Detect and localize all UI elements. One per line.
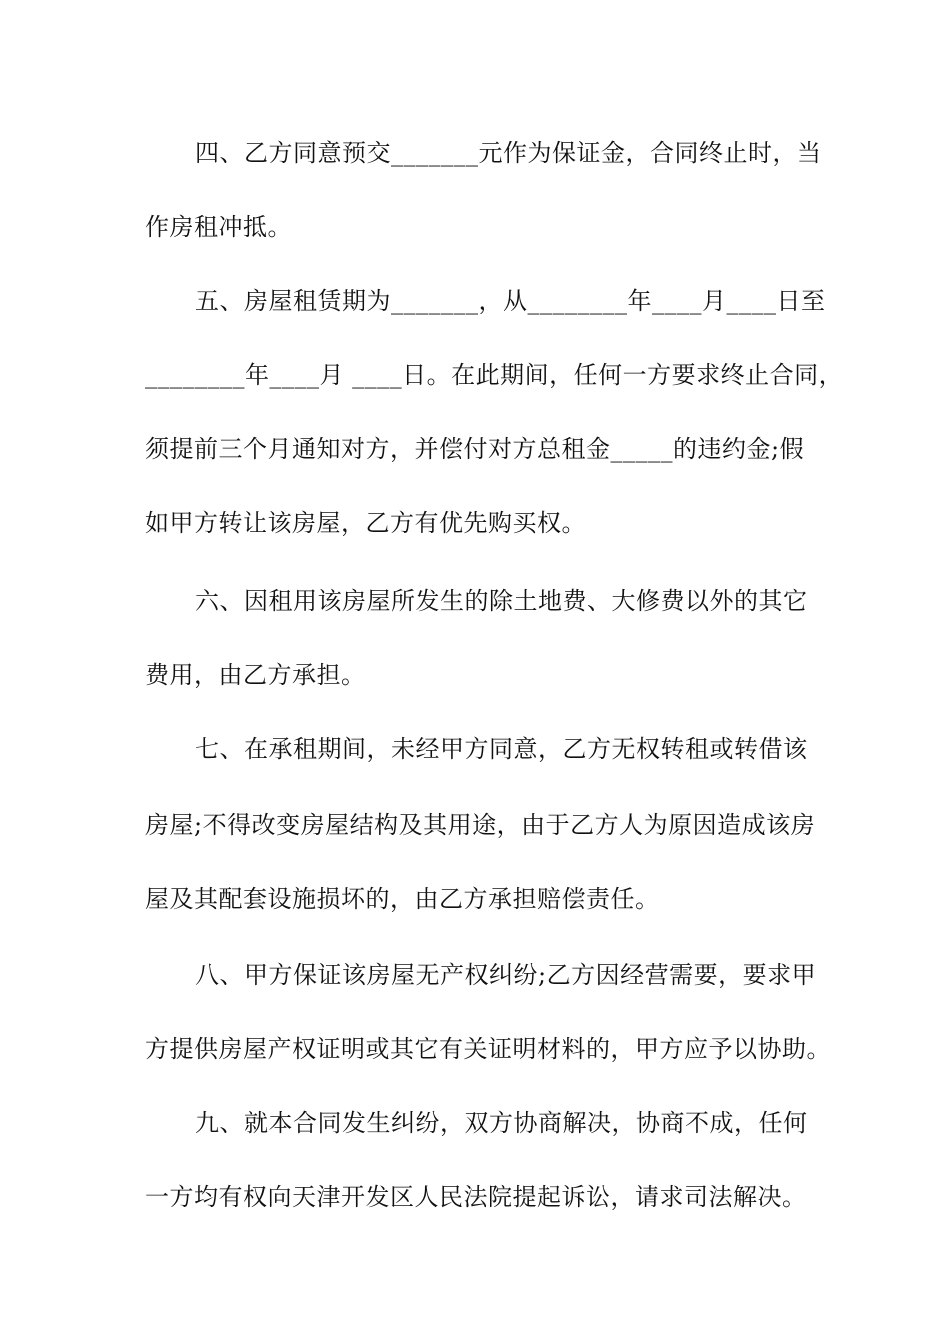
clause-5-line-2: ________年____月 ____日。在此期间，任何一方要求终止合同， (145, 361, 844, 389)
clause-9-line-1: 九、就本合同发生纠纷，双方协商解决，协商不成，任何 (195, 1109, 808, 1137)
clause-7-line-3: 屋及其配套设施损坏的，由乙方承担赔偿责任。 (145, 885, 660, 913)
clause-7-line-2: 房屋;不得改变房屋结构及其用途，由于乙方人为原因造成该房 (145, 811, 816, 839)
clause-5-line-4: 如甲方转让该房屋，乙方有优先购买权。 (145, 509, 586, 537)
clause-4-line-1: 四、乙方同意预交_______元作为保证金，合同终止时，当 (195, 139, 822, 167)
clause-4-line-2: 作房租冲抵。 (145, 213, 292, 241)
clause-8-line-2: 方提供房屋产权证明或其它有关证明材料的，甲方应予以协助。 (145, 1035, 831, 1063)
clause-5-line-1: 五、房屋租赁期为_______，从________年____月____日至 (195, 287, 826, 315)
clause-6-line-2: 费用，由乙方承担。 (145, 661, 366, 689)
clause-7-line-1: 七、在承租期间，未经甲方同意，乙方无权转租或转借该 (195, 735, 808, 763)
clause-8-line-1: 八、甲方保证该房屋无产权纠纷;乙方因经营需要，要求甲 (195, 961, 817, 989)
clause-5-line-3: 须提前三个月通知对方，并偿付对方总租金_____的违约金;假 (145, 435, 805, 463)
clause-6-line-1: 六、因租用该房屋所发生的除土地费、大修费以外的其它 (195, 587, 808, 615)
clause-9-line-2: 一方均有权向天津开发区人民法院提起诉讼，请求司法解决。 (145, 1183, 807, 1211)
